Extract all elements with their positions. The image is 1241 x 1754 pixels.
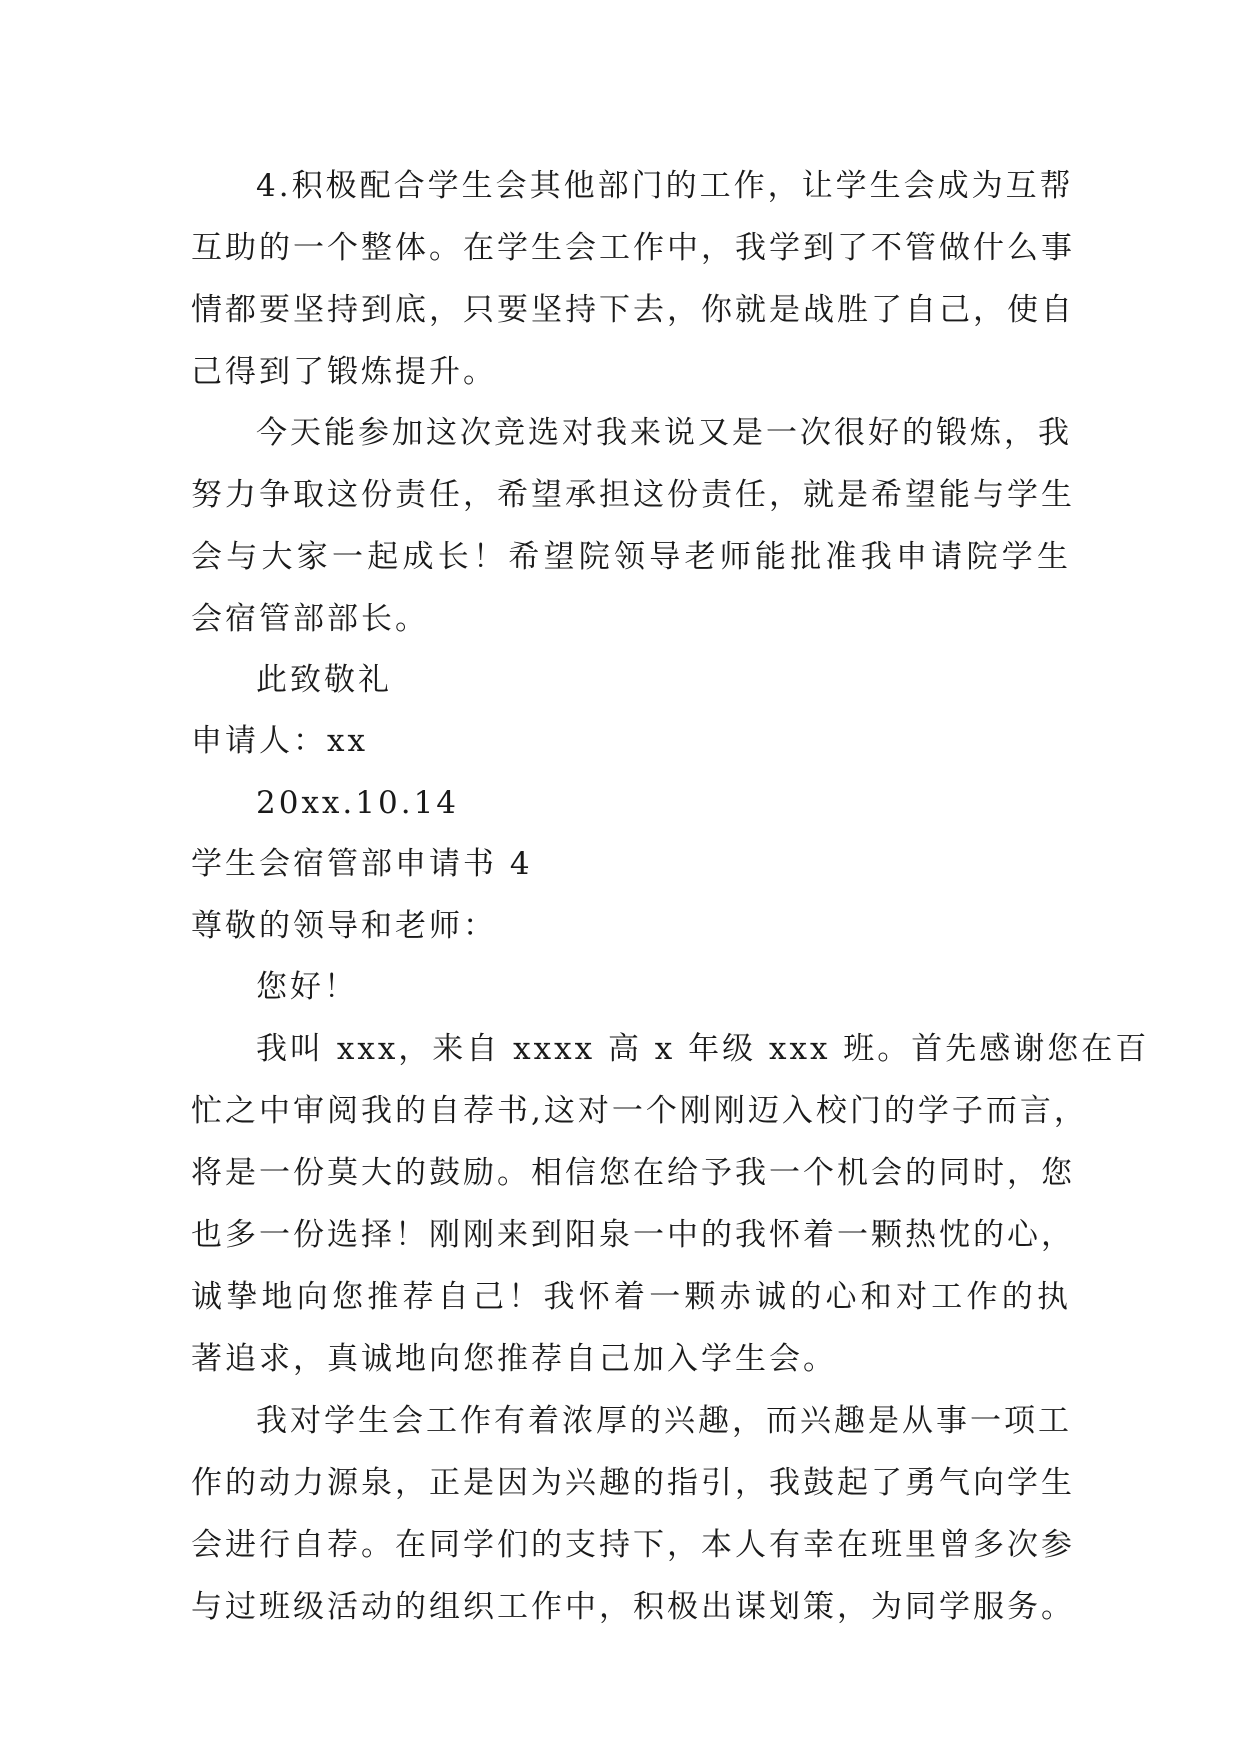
section-title: 学生会宿管部申请书 4 [191, 846, 533, 882]
paragraph-line: 互助的一个整体。在学生会工作中，我学到了不管做什么事 [191, 230, 1075, 266]
paragraph-line: 作的动力源泉，正是因为兴趣的指引，我鼓起了勇气向学生 [191, 1465, 1075, 1501]
paragraph-line: 会宿管部部长。 [191, 601, 429, 637]
paragraph-line: 会进行自荐。在同学们的支持下，本人有幸在班里曾多次参 [191, 1527, 1075, 1563]
applicant-signature: 申请人：xx [191, 723, 368, 759]
greeting-recipient: 尊敬的领导和老师： [191, 908, 497, 944]
paragraph-line: 诚挚地向您推荐自己！我怀着一颗赤诚的心和对工作的执 [191, 1279, 1071, 1315]
paragraph-line: 我叫 xxx，来自 xxxx 高 x 年级 xxx 班。首先感谢您在百 [256, 1031, 1150, 1067]
paragraph-line: 今天能参加这次竞选对我来说又是一次很好的锻炼，我 [256, 415, 1072, 451]
paragraph-line: 努力争取这份责任，希望承担这份责任，就是希望能与学生 [191, 477, 1075, 513]
paragraph-line: 忙之中审阅我的自荐书,这对一个刚刚迈入校门的学子而言， [191, 1093, 1088, 1129]
greeting: 您好！ [256, 969, 358, 1005]
closing-salutation: 此致敬礼 [256, 662, 392, 698]
paragraph-line: 与过班级活动的组织工作中，积极出谋划策，为同学服务。 [191, 1589, 1075, 1625]
paragraph-line: 4.积极配合学生会其他部门的工作，让学生会成为互帮 [256, 168, 1074, 204]
paragraph-line: 也多一份选择！刚刚来到阳泉一中的我怀着一颗热忱的心， [191, 1217, 1075, 1253]
paragraph-line: 会与大家一起成长！希望院领导老师能批准我申请院学生 [191, 539, 1071, 575]
paragraph-line: 著追求，真诚地向您推荐自己加入学生会。 [191, 1341, 837, 1377]
letter-date: 20xx.10.14 [256, 785, 460, 821]
paragraph-line: 己得到了锻炼提升。 [191, 354, 497, 390]
paragraph-line: 将是一份莫大的鼓励。相信您在给予我一个机会的同时，您 [191, 1155, 1075, 1191]
paragraph-line: 情都要坚持到底，只要坚持下去，你就是战胜了自己，使自 [191, 292, 1075, 328]
paragraph-line: 我对学生会工作有着浓厚的兴趣，而兴趣是从事一项工 [256, 1403, 1072, 1439]
